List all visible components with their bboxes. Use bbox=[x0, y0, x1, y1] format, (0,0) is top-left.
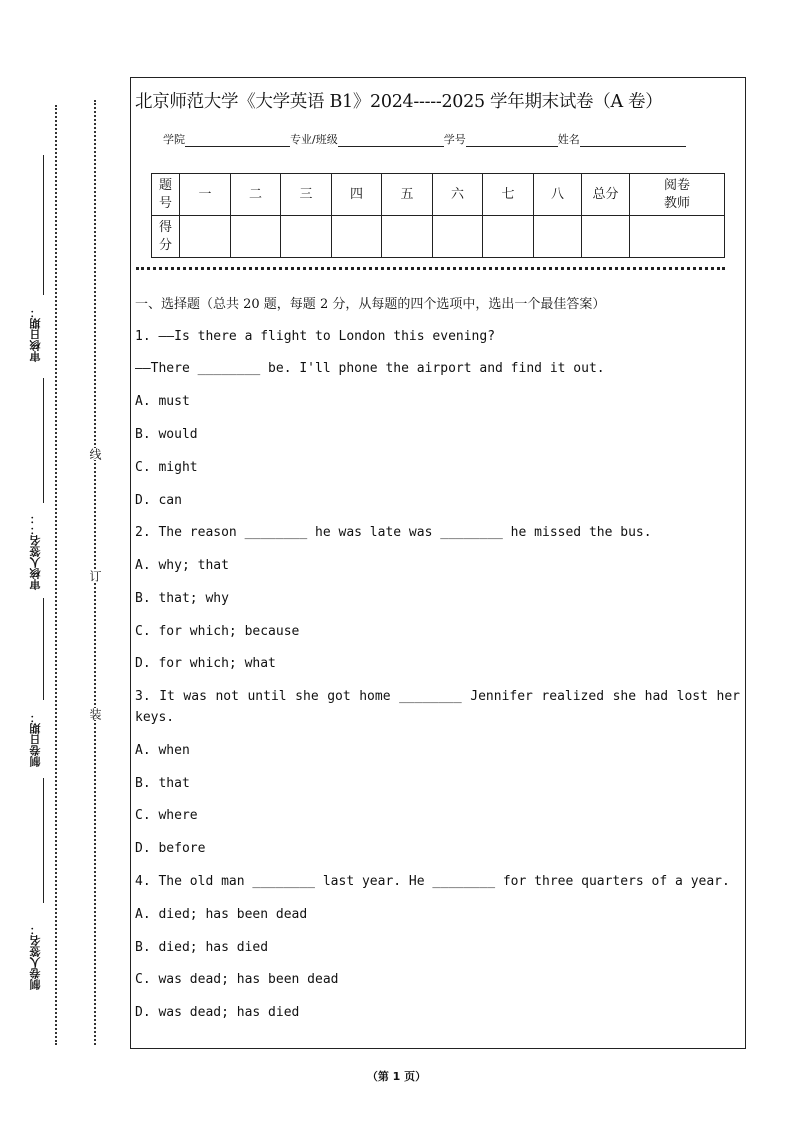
question-3-option-a: A. when bbox=[135, 743, 190, 758]
approve-signer-line bbox=[43, 378, 44, 503]
question-1-option-b: B. would bbox=[135, 427, 198, 442]
score-label: 得分 bbox=[152, 216, 180, 258]
question-1-stem: 1. ——Is there a flight to London this evening? bbox=[135, 329, 496, 344]
make-signer-line bbox=[43, 778, 44, 903]
make-date-line bbox=[43, 598, 44, 700]
outer-dotted-line bbox=[55, 105, 57, 1045]
major-label: 专业/班级 bbox=[290, 133, 338, 146]
binding-char-line: 线 bbox=[88, 448, 102, 460]
question-2-option-a: A. why; that bbox=[135, 558, 229, 573]
question-1-stem-2: ——There ________ be. I'll phone the airport and find it out. bbox=[135, 361, 605, 376]
question-3-option-d: D. before bbox=[135, 841, 206, 856]
major-field[interactable] bbox=[338, 134, 444, 147]
col-grader: 阅卷教师 bbox=[630, 174, 725, 216]
question-2-option-c: C. for which; because bbox=[135, 624, 300, 639]
section-title: 一、选择题（总共 20 题，每题 2 分，从每题的四个选项中，选出一个最佳答案） bbox=[135, 297, 606, 312]
score-table-header-row bbox=[152, 174, 725, 216]
student-id-label: 学号 bbox=[443, 133, 466, 146]
question-4-option-d: D. was dead; has died bbox=[135, 1005, 300, 1020]
col-4: 四 bbox=[332, 174, 382, 216]
score-cell[interactable] bbox=[281, 216, 332, 258]
col-6: 六 bbox=[433, 174, 483, 216]
make-signer-label: 制卷人签名： bbox=[29, 924, 42, 990]
binding-char-ding: 订 bbox=[88, 570, 102, 582]
score-cell[interactable] bbox=[433, 216, 483, 258]
name-label: 姓名 bbox=[557, 133, 580, 146]
question-2-option-b: B. that; why bbox=[135, 591, 229, 606]
question-3-stem: 3. It was not until she got home ________ Jennifer realized she had lost her keys. bbox=[135, 689, 740, 725]
question-4-stem: 4. The old man ________ last year. He ________ for three quarters of a year. bbox=[135, 874, 730, 889]
col-3: 三 bbox=[281, 174, 332, 216]
score-cell[interactable] bbox=[231, 216, 281, 258]
question-3-option-b: B. that bbox=[135, 776, 190, 791]
make-date-label: 制卷日期： bbox=[29, 712, 42, 767]
question-1-option-c: C. might bbox=[135, 460, 198, 475]
score-cell[interactable] bbox=[630, 216, 725, 258]
col-8: 八 bbox=[534, 174, 582, 216]
approve-date-line bbox=[43, 155, 44, 295]
page-number: （第 1 页） bbox=[366, 1070, 427, 1083]
col-1: 一 bbox=[180, 174, 231, 216]
exam-title: 北京师范大学《大学英语 B1》2024-----2025 学年期末试卷（A 卷） bbox=[135, 92, 663, 112]
approve-signer-label: 审核人签名：： bbox=[29, 513, 42, 590]
col-7: 七 bbox=[483, 174, 534, 216]
college-label: 学院 bbox=[163, 133, 185, 146]
question-4-option-c: C. was dead; has been dead bbox=[135, 972, 339, 987]
col-total: 总分 bbox=[582, 174, 630, 216]
score-cell[interactable] bbox=[180, 216, 231, 258]
score-table-score-row bbox=[152, 216, 725, 258]
question-no-label: 题号 bbox=[152, 174, 180, 216]
question-2-option-d: D. for which; what bbox=[135, 656, 276, 671]
separator-dotted-line bbox=[136, 267, 725, 270]
question-4-option-b: B. died; has died bbox=[135, 940, 269, 955]
question-3-option-c: C. where bbox=[135, 808, 198, 823]
question-2-stem: 2. The reason ________ he was late was ________ he missed the bus. bbox=[135, 525, 652, 540]
score-cell[interactable] bbox=[582, 216, 630, 258]
question-1-option-a: A. must bbox=[135, 394, 190, 409]
name-field[interactable] bbox=[580, 134, 686, 147]
binding-char-zhuang: 装 bbox=[88, 708, 102, 720]
approve-date-label: 审核日期： bbox=[29, 307, 42, 362]
college-field[interactable] bbox=[185, 134, 290, 147]
col-5: 五 bbox=[382, 174, 433, 216]
student-id-field[interactable] bbox=[466, 134, 558, 147]
student-info-row bbox=[163, 131, 686, 147]
score-table bbox=[151, 173, 725, 258]
question-4-option-a: A. died; has been dead bbox=[135, 907, 308, 922]
score-cell[interactable] bbox=[332, 216, 382, 258]
col-2: 二 bbox=[231, 174, 281, 216]
score-cell[interactable] bbox=[534, 216, 582, 258]
score-cell[interactable] bbox=[483, 216, 534, 258]
score-cell[interactable] bbox=[382, 216, 433, 258]
question-1-option-d: D. can bbox=[135, 493, 182, 508]
